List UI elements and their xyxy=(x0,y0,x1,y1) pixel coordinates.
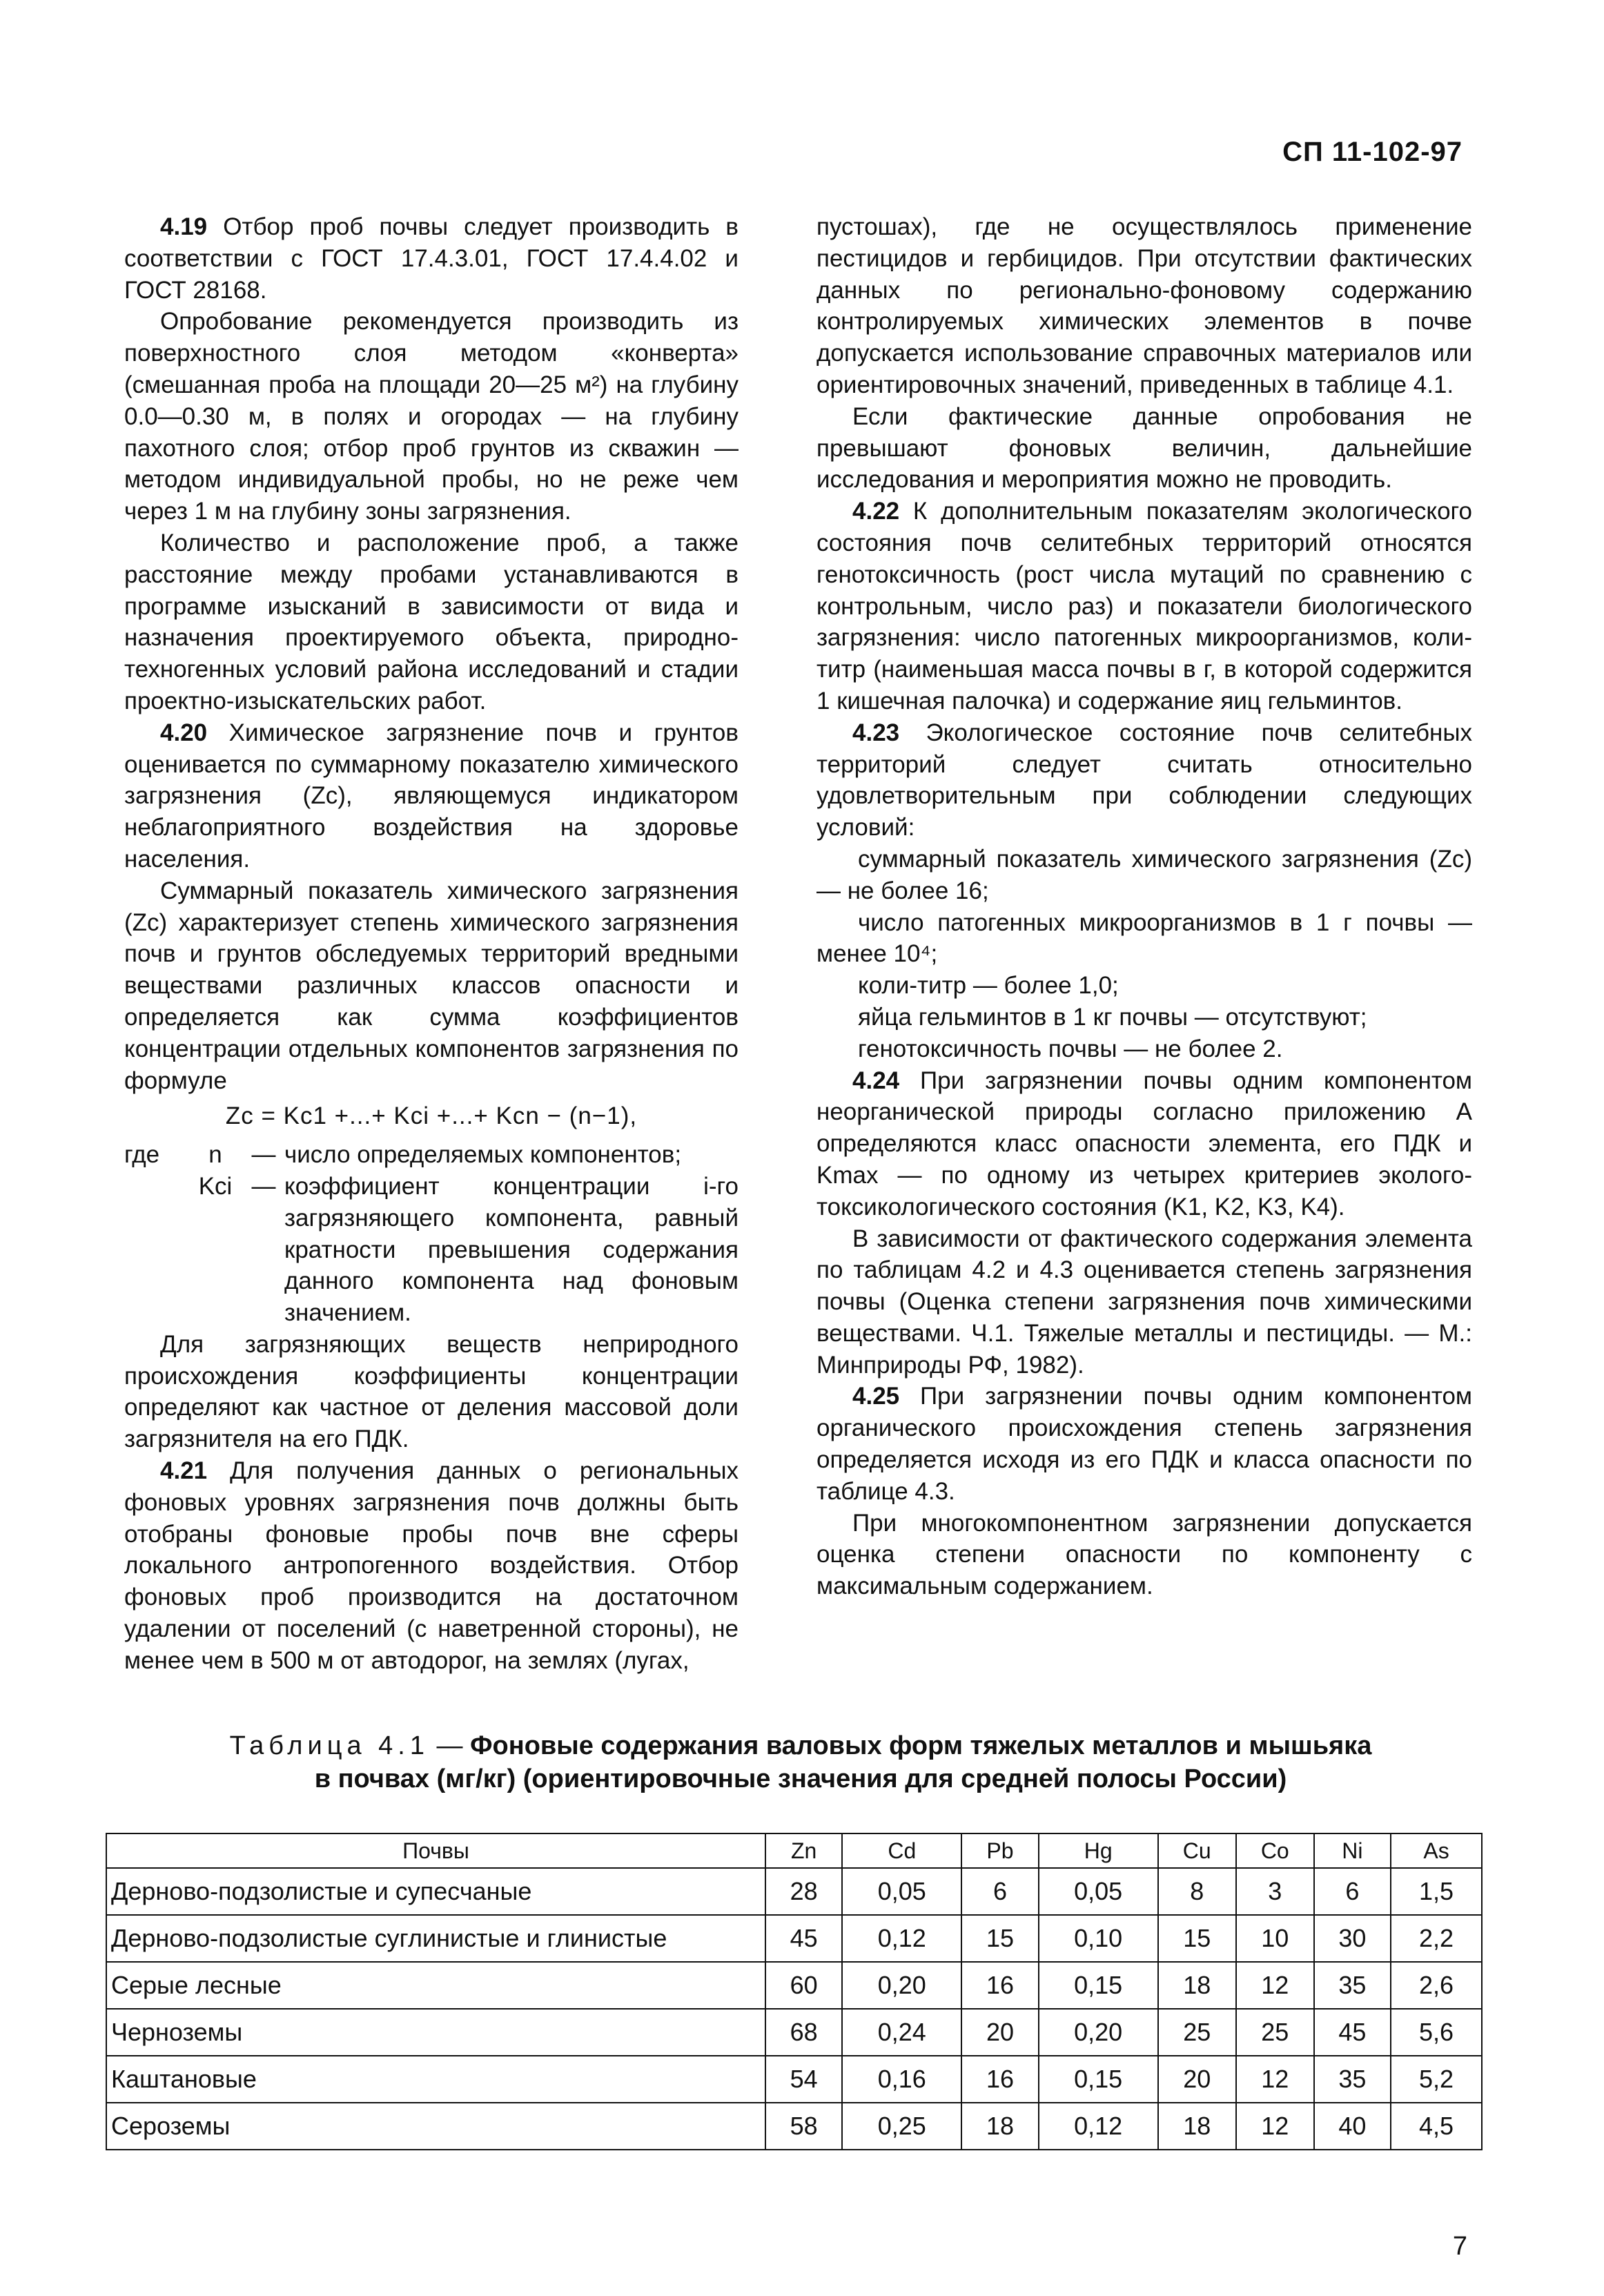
value-cell: 3 xyxy=(1236,1868,1314,1915)
value-cell: 30 xyxy=(1314,1915,1391,1962)
section-number: 4.25 xyxy=(852,1383,900,1410)
condition-item: генотоксичность почвы — не более 2. xyxy=(858,1035,1283,1062)
value-cell: 5,6 xyxy=(1391,2009,1482,2056)
paragraph: При многокомпонентном загрязнении допускается оценка степени опасности по компоненту с максимальным содержанием. xyxy=(816,1509,1472,1600)
paragraph-text: Химическое загрязнение почв и грунтов оценивается по суммарному показателю химического загрязнения (Zc), являющемуся индикатором неблагоприятного воздействия на здоровье населения. xyxy=(124,719,739,873)
paragraph-text: Для получения данных о региональных фоновых уровнях загрязнения почв должны быть отобраны фоновые пробы почв вне сферы локального антропогенного воздействия. Отбор фоновых проб производится на достаточном удалении от поселений (с наветренной стороны), не менее чем в 500 м от автодорог, на землях (лугах, xyxy=(124,1457,739,1674)
condition-item: число патогенных микроорганизмов в 1 г почвы — менее 10⁴; xyxy=(816,908,1472,968)
value-cell: 8 xyxy=(1158,1868,1236,1915)
condition-item: суммарный показатель химического загрязнения (Zc) — не более 16; xyxy=(816,845,1472,904)
value-cell: 18 xyxy=(961,2103,1038,2150)
value-cell: 0,16 xyxy=(842,2056,961,2103)
value-cell: 15 xyxy=(1158,1915,1236,1962)
value-cell: 10 xyxy=(1236,1915,1314,1962)
paragraph-text: При загрязнении почвы одним компонентом неорганической природы согласно приложению А определяются класс опасности элемента, его ПДК и Kmax — по одному из четырех критериев эколого-токсикологического состояния (K1, K2, K3, K4). xyxy=(816,1067,1472,1220)
soil-type-cell: Черноземы xyxy=(106,2009,765,2056)
value-cell: 5,2 xyxy=(1391,2056,1482,2103)
legend-symbol-kci: Kci xyxy=(198,1172,233,1200)
table-row xyxy=(106,1868,1482,1915)
left-column xyxy=(124,211,739,1677)
value-cell: 28 xyxy=(765,1868,842,1915)
table-row xyxy=(106,2009,1482,2056)
value-cell: 2,6 xyxy=(1391,1962,1482,2009)
soil-type-cell: Каштановые xyxy=(106,2056,765,2103)
document-code: СП 11-102-97 xyxy=(1282,137,1463,167)
column-header-element: Pb xyxy=(961,1833,1038,1868)
formula-legend xyxy=(124,1139,739,1329)
right-column xyxy=(816,211,1472,1602)
legend-symbol-n: n xyxy=(208,1141,222,1169)
section-number: 4.23 xyxy=(852,719,900,746)
paragraph-text: Экологическое состояние почв селитебных территорий следует считать относительно удовлетворительным при соблюдении следующих условий: xyxy=(816,719,1472,841)
table-label: Таблица 4.1 xyxy=(229,1731,429,1760)
value-cell: 4,5 xyxy=(1391,2103,1482,2150)
value-cell: 0,20 xyxy=(1039,2009,1158,2056)
table-caption xyxy=(124,1729,1477,1796)
value-cell: 0,12 xyxy=(842,1915,961,1962)
value-cell: 1,5 xyxy=(1391,1868,1482,1915)
paragraph-4-24 xyxy=(816,1065,1472,1223)
paragraph: пустошах), где не осуществлялось применение пестицидов и гербицидов. При отсутствии фактических данных по регионально-фоновому содержанию контролируемых химических элементов в почве допускается использование справочных материалов или ориентировочных значений, приведенных в таблице 4.1. xyxy=(816,213,1472,398)
section-number: 4.20 xyxy=(160,719,208,746)
value-cell: 0,15 xyxy=(1039,2056,1158,2103)
section-number: 4.24 xyxy=(852,1067,900,1094)
table-row xyxy=(106,2056,1482,2103)
paragraph-4-20 xyxy=(124,717,739,875)
value-cell: 16 xyxy=(961,1962,1038,2009)
column-header-element: Ni xyxy=(1314,1833,1391,1868)
where-label: где xyxy=(124,1141,160,1169)
table-row xyxy=(106,2103,1482,2150)
column-header-element: Zn xyxy=(765,1833,842,1868)
section-number: 4.22 xyxy=(852,498,900,525)
formula: Zc = Kc1 +...+ Kci +...+ Kcn − (n−1), xyxy=(225,1102,638,1130)
value-cell: 45 xyxy=(765,1915,842,1962)
value-cell: 25 xyxy=(1236,2009,1314,2056)
value-cell: 60 xyxy=(765,1962,842,2009)
value-cell: 68 xyxy=(765,2009,842,2056)
soil-type-cell: Сероземы xyxy=(106,2103,765,2150)
paragraph-text: При загрязнении почвы одним компонентом органического происхождения степень загрязнения определяется исходя из его ПДК и класса опасности по таблице 4.3. xyxy=(816,1383,1472,1505)
soil-metals-table xyxy=(106,1833,1483,2150)
paragraph: Если фактические данные опробования не превышают фоновых величин, дальнейшие исследования и мероприятия можно не проводить. xyxy=(816,402,1472,494)
value-cell: 20 xyxy=(961,2009,1038,2056)
value-cell: 15 xyxy=(961,1915,1038,1962)
paragraph: Суммарный показатель химического загрязнения (Zc) характеризует степень химического загрязнения почв и грунтов обследуемых территорий вредными веществами различных классов опасности и определяется как сумма коэффициентов концентрации отдельных компонентов загрязнения по формуле xyxy=(124,877,739,1094)
value-cell: 35 xyxy=(1314,1962,1391,2009)
paragraph: Для загрязняющих веществ неприродного происхождения коэффициенты концентрации определяют как частное от деления массовой доли загрязнителя на его ПДК. xyxy=(124,1330,739,1453)
value-cell: 35 xyxy=(1314,2056,1391,2103)
soil-type-cell: Серые лесные xyxy=(106,1962,765,2009)
legend-desc-n: число определяемых компонентов; xyxy=(284,1141,682,1169)
column-header-element: As xyxy=(1391,1833,1482,1868)
value-cell: 0,15 xyxy=(1039,1962,1158,2009)
paragraph-4-21 xyxy=(124,1455,739,1677)
value-cell: 12 xyxy=(1236,1962,1314,2009)
soil-type-cell: Дерново-подзолистые суглинистые и глинистые xyxy=(106,1915,765,1962)
paragraph-4-23 xyxy=(816,717,1472,844)
section-number: 4.19 xyxy=(160,213,208,240)
value-cell: 12 xyxy=(1236,2056,1314,2103)
paragraph-4-25 xyxy=(816,1381,1472,1507)
value-cell: 12 xyxy=(1236,2103,1314,2150)
paragraph-4-19 xyxy=(124,211,739,306)
column-header-element: Hg xyxy=(1039,1833,1158,1868)
value-cell: 58 xyxy=(765,2103,842,2150)
value-cell: 40 xyxy=(1314,2103,1391,2150)
value-cell: 2,2 xyxy=(1391,1915,1482,1962)
value-cell: 0,05 xyxy=(842,1868,961,1915)
value-cell: 0,10 xyxy=(1039,1915,1158,1962)
value-cell: 0,05 xyxy=(1039,1868,1158,1915)
value-cell: 0,12 xyxy=(1039,2103,1158,2150)
value-cell: 25 xyxy=(1158,2009,1236,2056)
legend-desc-kci: коэффициент концентрации i-го загрязняющего компонента, равный кратности превышения содержания данного компонента над фоновым значением. xyxy=(284,1172,739,1327)
value-cell: 0,25 xyxy=(842,2103,961,2150)
paragraph: Опробование рекомендуется производить из поверхностного слоя методом «конверта» (смешанная проба на площади 20—25 м²) на глубину 0.0—0.30 м, в полях и огородах — на глубину пахотного слоя; отбор проб грунтов из скважин — методом индивидуальной пробы, но не реже чем через 1 м на глубину зоны загрязнения. xyxy=(124,308,739,525)
value-cell: 0,24 xyxy=(842,2009,961,2056)
value-cell: 6 xyxy=(961,1868,1038,1915)
value-cell: 20 xyxy=(1158,2056,1236,2103)
column-header-element: Cd xyxy=(842,1833,961,1868)
soil-type-cell: Дерново-подзолистые и супесчаные xyxy=(106,1868,765,1915)
value-cell: 6 xyxy=(1314,1868,1391,1915)
paragraph-text: Отбор проб почвы следует производить в соответствии с ГОСТ 17.4.3.01, ГОСТ 17.4.4.02 и ГОСТ 28168. xyxy=(124,213,739,304)
value-cell: 54 xyxy=(765,2056,842,2103)
value-cell: 45 xyxy=(1314,2009,1391,2056)
section-number: 4.21 xyxy=(160,1457,208,1485)
column-header-element: Co xyxy=(1236,1833,1314,1868)
condition-item: коли-титр — более 1,0; xyxy=(858,972,1119,1000)
paragraph-text: К дополнительным показателям экологического состояния почв селитебных территорий относятся генотоксичность (рост числа мутаций по сравнению с контрольным, число раз) и показатели биологического загрязнения: число патогенных микроорганизмов, коли-титр (наименьшая масса почвы в г, в которой содержится 1 кишечная палочка) и содержание яиц гельминтов. xyxy=(816,498,1472,714)
column-header-element: Cu xyxy=(1158,1833,1236,1868)
value-cell: 18 xyxy=(1158,2103,1236,2150)
table-header-row xyxy=(106,1833,1482,1868)
legend-dash: — xyxy=(251,1172,276,1200)
table-title-line-2: в почвах (мг/кг) (ориентировочные значения для средней полосы России) xyxy=(314,1764,1287,1793)
page-number: 7 xyxy=(1452,2232,1467,2261)
legend-dash: — xyxy=(251,1141,276,1169)
paragraph-4-22 xyxy=(816,496,1472,717)
table-title-line-1: Фоновые содержания валовых форм тяжелых металлов и мышьяка xyxy=(470,1731,1372,1760)
table-row xyxy=(106,1962,1482,2009)
column-header-soil: Почвы xyxy=(106,1833,765,1868)
value-cell: 0,20 xyxy=(842,1962,961,2009)
caption-dash: — xyxy=(429,1731,471,1760)
condition-item: яйца гельминтов в 1 кг почвы — отсутствуют; xyxy=(858,1003,1367,1031)
paragraph: В зависимости от фактического содержания элемента по таблицам 4.2 и 4.3 оценивается степень загрязнения почвы (Оценка степени загрязнения почв химическими веществами. Ч.1. Тяжелые металлы и пестициды. — М.: Минприроды РФ, 1982). xyxy=(816,1225,1472,1379)
value-cell: 16 xyxy=(961,2056,1038,2103)
value-cell: 18 xyxy=(1158,1962,1236,2009)
paragraph: Количество и расположение проб, а также расстояние между пробами устанавливаются в программе изысканий в зависимости от вида и назначения проектируемого объекта, природно-техногенных условий района исследований и стадии проектно-изыскательских работ. xyxy=(124,529,739,714)
table-row xyxy=(106,1915,1482,1962)
